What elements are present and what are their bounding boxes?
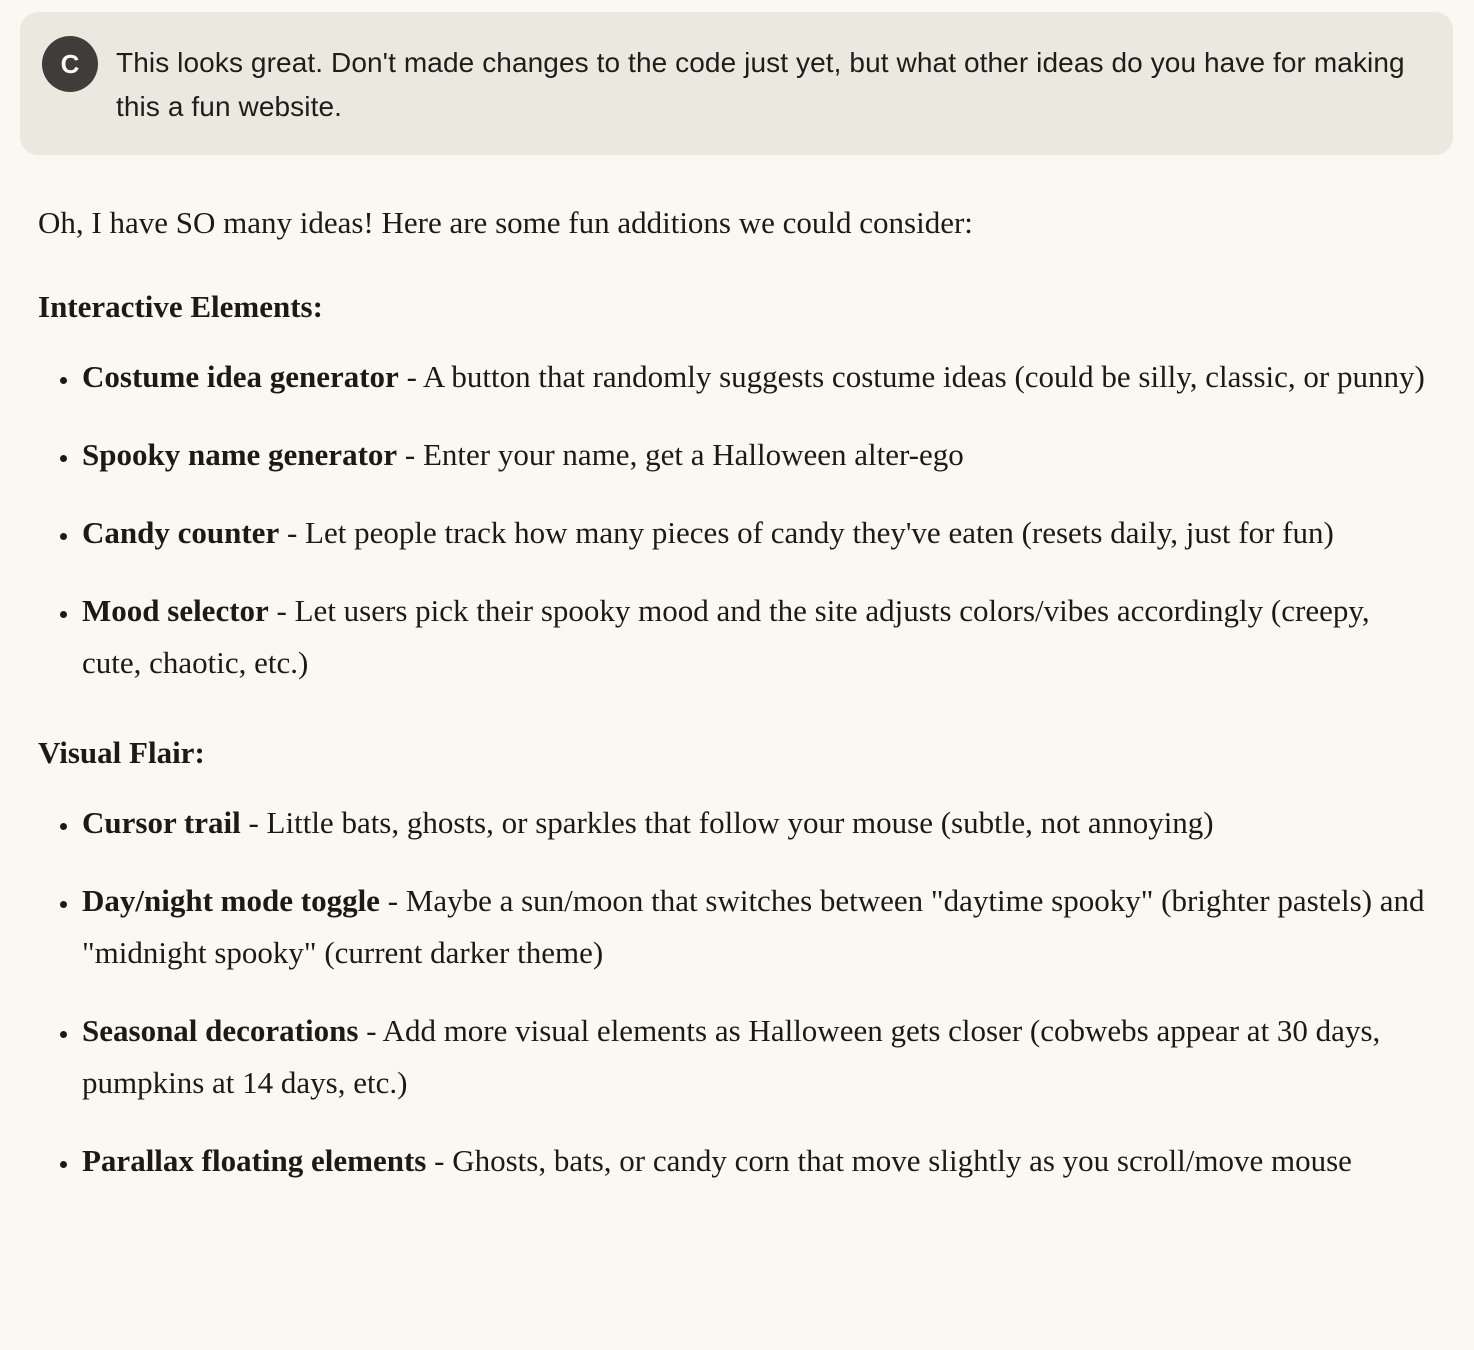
item-description: - Add more visual elements as Halloween gets closer (cobwebs appear at 30 days, pumpkins at 14 days, etc.): [82, 1013, 1381, 1100]
item-title: Cursor trail: [82, 805, 241, 840]
assistant-intro: Oh, I have SO many ideas! Here are some fun additions we could consider:: [38, 205, 973, 240]
item-title: Spooky name generator: [82, 437, 398, 472]
item-description: - Let people track how many pieces of candy they've eaten (resets daily, just for fun): [279, 515, 1334, 550]
chat-page: [0, 12, 1474, 1350]
list-item: [80, 429, 1432, 481]
user-message-bubble: [20, 12, 1453, 155]
item-description: - Maybe a sun/moon that switches between "daytime spooky" (brighter pastels) and "midnight spooky" (current darker theme): [82, 883, 1425, 970]
item-title: Mood selector: [82, 593, 269, 628]
list-item: [80, 1135, 1432, 1187]
list-item: [80, 1005, 1432, 1109]
item-title: Parallax floating elements: [82, 1143, 427, 1178]
list-item: [80, 797, 1432, 849]
item-description: - Little bats, ghosts, or sparkles that follow your mouse (subtle, not annoying): [240, 805, 1214, 840]
list-item: [80, 875, 1432, 979]
item-title: Day/night mode toggle: [82, 883, 380, 918]
item-description: - A button that randomly suggests costume ideas (could be silly, classic, or punny): [398, 359, 1425, 394]
item-description: - Enter your name, get a Halloween alter-ego: [397, 437, 964, 472]
list-item: [80, 585, 1432, 689]
item-description: - Let users pick their spooky mood and the site adjusts colors/vibes accordingly (creepy, cute, chaotic, etc.): [82, 593, 1370, 680]
user-avatar-letter: C: [60, 49, 80, 79]
section-heading: Interactive Elements:: [38, 289, 323, 324]
item-description: - Ghosts, bats, or candy corn that move slightly as you scroll/move mouse: [426, 1143, 1352, 1178]
idea-list: [38, 351, 1432, 689]
item-title: Costume idea generator: [82, 359, 399, 394]
user-avatar: [42, 36, 98, 92]
item-title: Seasonal decorations: [82, 1013, 359, 1048]
user-message-text: This looks great. Don't made changes to the code just yet, but what other ideas do you have for making this a fun website.: [116, 47, 1405, 122]
assistant-sections: [38, 289, 1432, 1187]
list-item: [80, 507, 1432, 559]
item-title: Candy counter: [82, 515, 280, 550]
idea-list: [38, 797, 1432, 1187]
section-heading: Visual Flair:: [38, 735, 205, 770]
assistant-response: [38, 203, 1432, 1187]
list-item: [80, 351, 1432, 403]
